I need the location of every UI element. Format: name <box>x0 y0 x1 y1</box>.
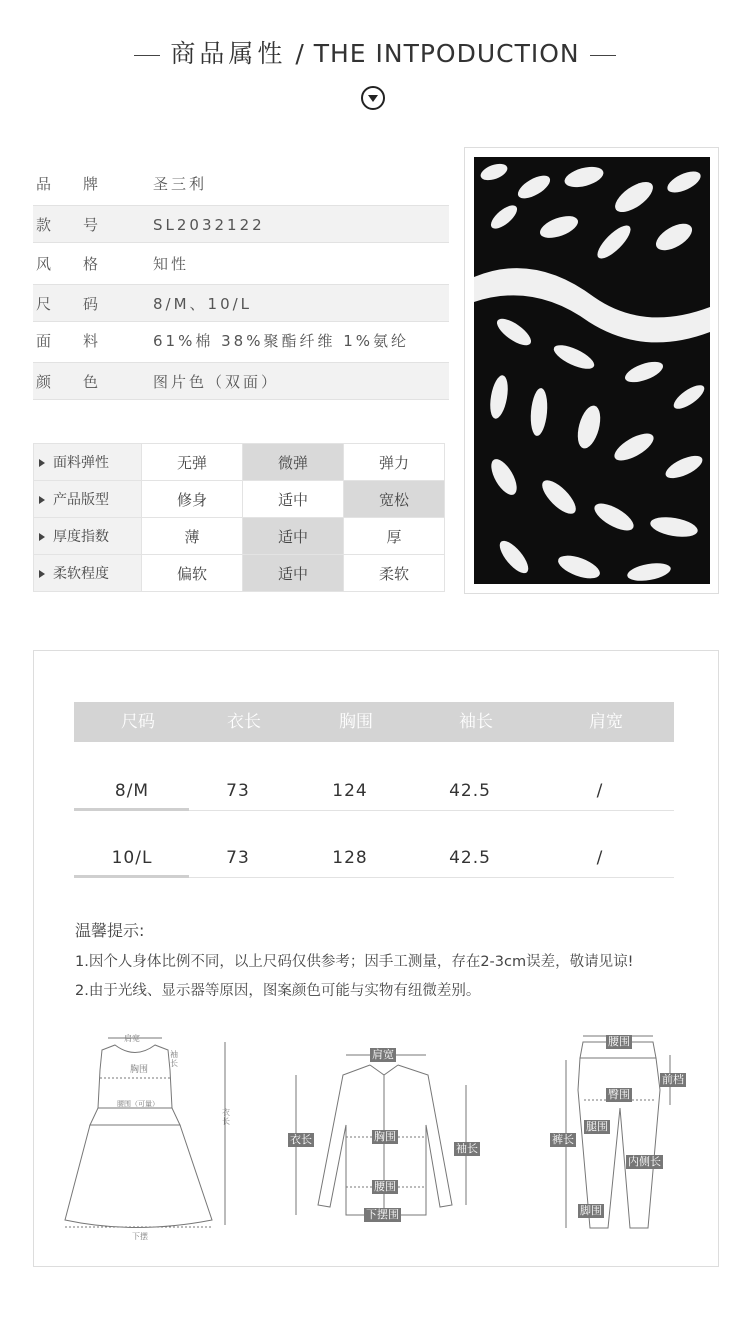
size-cell: 8/M <box>114 781 150 801</box>
size-cell: 42.5 <box>449 848 491 868</box>
shirt-label-length: 衣长 <box>290 1133 312 1146</box>
feel-label <box>34 481 142 518</box>
header-title-cn: 商品属性 <box>170 39 287 68</box>
attribute-key-char-1: 尺 <box>36 295 55 313</box>
feel-option-selected: 适中 <box>242 555 343 592</box>
size-header-cell: 尺码 <box>121 712 155 732</box>
pants-label-waist: 腰围 <box>608 1035 630 1048</box>
tips-title: 温馨提示: <box>75 921 145 940</box>
size-cell: 73 <box>226 848 250 868</box>
fabric-photo <box>474 157 710 584</box>
size-header-cell: 袖长 <box>459 712 493 732</box>
size-header-cell: 肩宽 <box>589 712 623 732</box>
feel-option-selected: 微弹 <box>242 444 343 481</box>
size-row <box>74 838 674 878</box>
tip-line-1: 1.因个人身体比例不同，以上尺码仅供参考；因手工测量，存在2-3cm误差，敬请见谅! <box>75 954 634 970</box>
tip-line-2: 2.由于光线、显示器等原因，图案颜色可能与实物有纽微差别。 <box>75 983 481 999</box>
feel-option-selected: 适中 <box>242 518 343 555</box>
feel-option: 柔软 <box>343 555 444 592</box>
attribute-key-char-2: 码 <box>83 295 102 313</box>
pants-label-leg-opening: 脚围 <box>580 1204 602 1217</box>
attribute-key-char-1: 面 <box>36 332 55 350</box>
feel-option-selected: 宽松 <box>343 481 444 518</box>
triangle-right-icon <box>39 533 45 541</box>
attribute-row <box>33 284 449 322</box>
feel-label <box>34 444 142 481</box>
feel-option: 弹力 <box>343 444 444 481</box>
feel-option: 薄 <box>141 518 242 555</box>
dress-label-sleeve: 袖长 <box>170 1050 178 1068</box>
feel-label <box>34 555 142 592</box>
size-cell: 10/L <box>111 848 153 868</box>
size-row <box>74 771 674 811</box>
pants-label-thigh: 腿围 <box>586 1120 608 1133</box>
attribute-value: 圣三利 <box>153 175 208 193</box>
feel-row <box>34 518 445 555</box>
attribute-key-char-1: 风 <box>36 255 55 273</box>
shirt-label-hem: 下摆围 <box>366 1208 399 1221</box>
feel-label-text: 面料弹性 <box>53 455 109 471</box>
attribute-row <box>33 362 449 400</box>
attribute-key-char-2: 料 <box>83 332 102 350</box>
feel-row <box>34 555 445 592</box>
feel-row <box>34 481 445 518</box>
pants-label-length: 裤长 <box>552 1133 574 1146</box>
dress-label-hem: 下摆 <box>132 1232 148 1241</box>
size-header-cell: 胸围 <box>339 712 373 732</box>
size-cell: / <box>596 848 604 868</box>
attribute-value: 知性 <box>153 255 190 273</box>
feel-label-text: 厚度指数 <box>53 529 109 545</box>
size-cell: 124 <box>332 781 368 801</box>
attribute-key-char-1: 款 <box>36 216 55 234</box>
dress-label-waist: 腰围（可量） <box>117 1100 159 1108</box>
pants-label-front-rise: 前档 <box>662 1073 684 1086</box>
fabric-feel-table <box>33 443 445 592</box>
attribute-value: SL2032122 <box>153 216 265 234</box>
feel-option: 厚 <box>343 518 444 555</box>
feel-label-text: 产品版型 <box>53 492 109 508</box>
shirt-diagram <box>288 1045 488 1225</box>
pants-diagram <box>548 1030 698 1240</box>
attribute-value: 8/M、10/L <box>153 295 253 313</box>
header-dash-right <box>590 55 616 56</box>
triangle-right-icon <box>39 459 45 467</box>
shirt-label-bust: 胸围 <box>374 1130 396 1143</box>
row-accent <box>74 875 189 878</box>
feel-option: 偏软 <box>141 555 242 592</box>
attribute-key-char-1: 颜 <box>36 373 55 391</box>
attribute-row <box>33 165 449 203</box>
attribute-key-char-2: 色 <box>83 373 102 391</box>
dress-label-bust: 胸围 <box>130 1065 149 1075</box>
attribute-row <box>33 245 449 283</box>
header-dash-left <box>134 55 160 56</box>
shirt-label-shoulder: 肩宽 <box>372 1048 394 1061</box>
pants-label-inseam: 内侧长 <box>628 1155 661 1168</box>
size-cell: 73 <box>226 781 250 801</box>
attribute-key-char-2: 格 <box>83 255 102 273</box>
attribute-row <box>33 322 449 360</box>
triangle-right-icon <box>39 496 45 504</box>
size-cell: 128 <box>332 848 368 868</box>
size-header-cell: 衣长 <box>227 712 261 732</box>
section-header <box>0 34 750 70</box>
dress-label-length: 衣长 <box>222 1108 230 1126</box>
feel-row <box>34 444 445 481</box>
shirt-label-sleeve: 袖长 <box>456 1142 478 1155</box>
attribute-key-char-2: 号 <box>83 216 102 234</box>
pants-label-hip: 臀围 <box>608 1088 630 1101</box>
feel-option: 无弹 <box>141 444 242 481</box>
size-cell: / <box>596 781 604 801</box>
shirt-label-waist: 腰围 <box>374 1180 396 1193</box>
size-table-header <box>74 702 674 742</box>
feel-label-text: 柔软程度 <box>53 566 109 582</box>
row-accent <box>74 808 189 811</box>
chevron-down-icon <box>361 86 385 110</box>
feel-label <box>34 518 142 555</box>
feel-option: 修身 <box>141 481 242 518</box>
attribute-key-char-2: 牌 <box>83 175 102 193</box>
triangle-right-icon <box>39 570 45 578</box>
feel-option: 适中 <box>242 481 343 518</box>
dress-diagram <box>60 1030 240 1245</box>
size-cell: 42.5 <box>449 781 491 801</box>
attribute-key-char-1: 品 <box>36 175 55 193</box>
attribute-value: 图片色（双面） <box>153 373 280 391</box>
dress-label-shoulder: 肩宽 <box>124 1034 140 1043</box>
attribute-row <box>33 205 449 243</box>
header-title-en: / THE INTPODUCTION <box>295 39 580 68</box>
attribute-value: 61%棉 38%聚酯纤维 1%氨纶 <box>153 332 410 350</box>
